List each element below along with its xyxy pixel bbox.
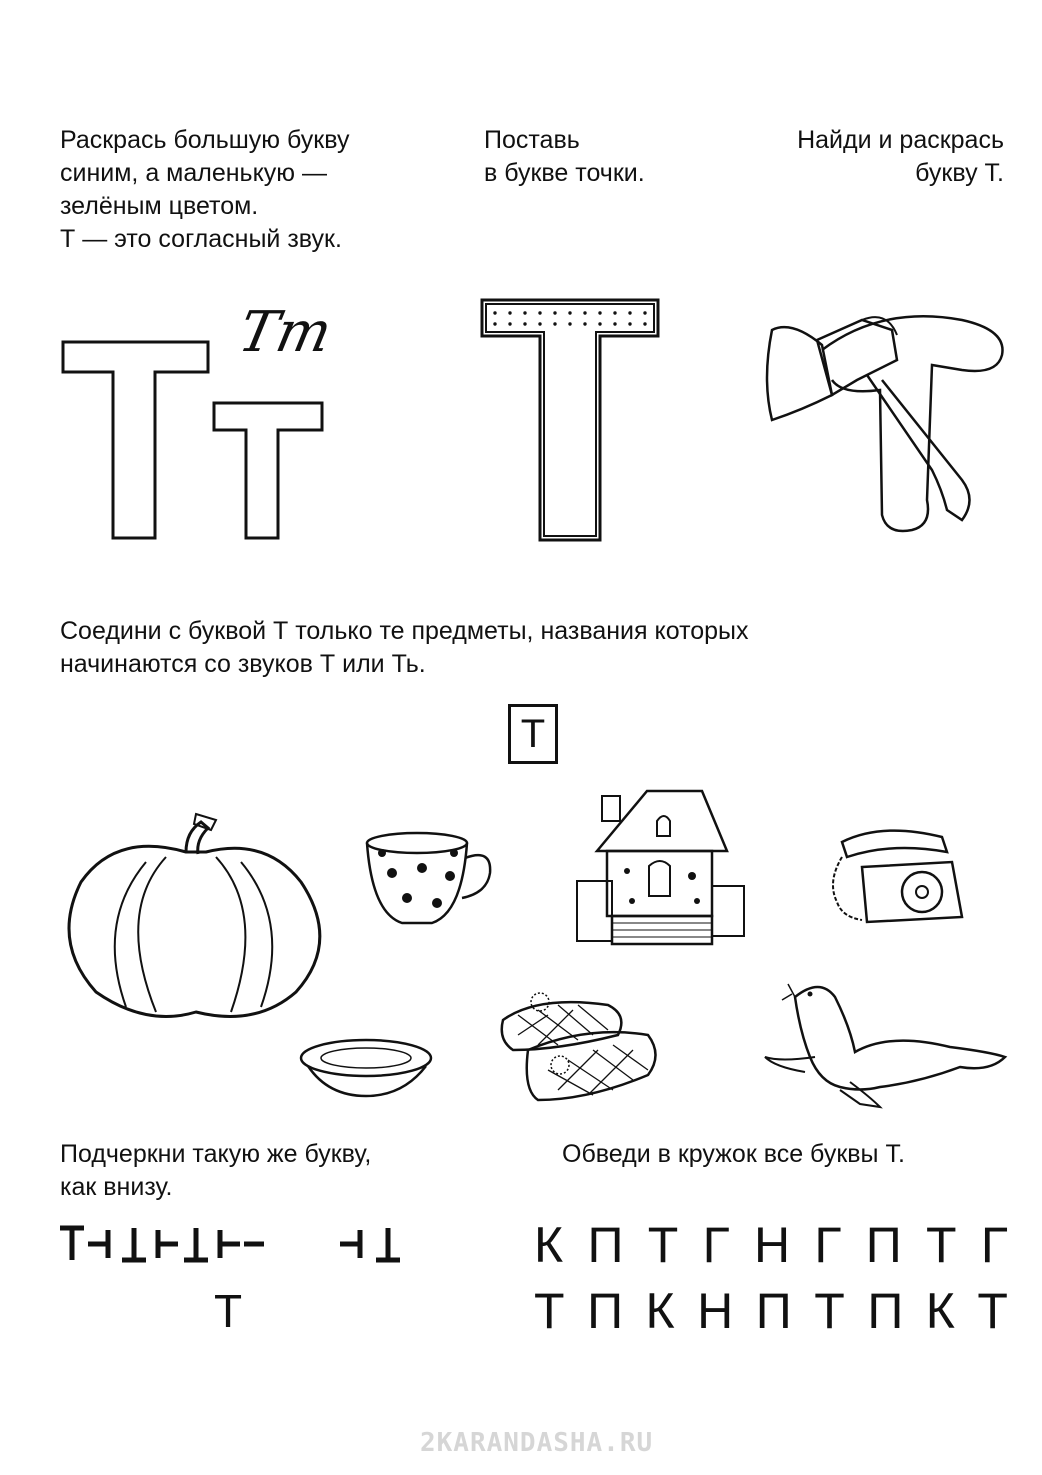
letters-row-2: [534, 1282, 1008, 1340]
letter[interactable]: П: [587, 1283, 623, 1339]
task-find-letter-text: Найди и раскрась букву Т.: [797, 126, 1004, 187]
letter[interactable]: Г: [980, 1217, 1008, 1273]
letter[interactable]: Н: [697, 1283, 734, 1339]
seal-picture[interactable]: [760, 972, 1010, 1112]
letter-box[interactable]: [508, 704, 558, 764]
letter[interactable]: К: [645, 1283, 675, 1339]
letter[interactable]: П: [755, 1283, 792, 1339]
task-connect-text: Соедини с буквой Т только те предметы, названия которых начинаются со звуков Т или Ть.: [60, 617, 749, 678]
rotated-t-letters-row[interactable]: [58, 1224, 418, 1264]
letter[interactable]: К: [534, 1217, 564, 1273]
house-picture[interactable]: [572, 786, 752, 946]
letter[interactable]: Т: [977, 1283, 1008, 1339]
task-circle-text: Обведи в кружок все буквы Т.: [562, 1140, 905, 1168]
letter[interactable]: Т: [647, 1217, 679, 1273]
letter[interactable]: Т: [534, 1283, 565, 1339]
cup-picture[interactable]: [362, 828, 502, 938]
letter[interactable]: Г: [814, 1217, 842, 1273]
letter[interactable]: П: [867, 1283, 904, 1339]
letter[interactable]: Т: [926, 1217, 957, 1273]
sample-letter: Т: [214, 1285, 243, 1337]
letter[interactable]: Т: [814, 1283, 845, 1339]
slippers-picture[interactable]: [498, 990, 668, 1110]
letters-row-1: [534, 1216, 1008, 1274]
task-put-dots-text: Поставь в букве точки.: [484, 126, 645, 187]
task-color-letters-text: Раскрась большую букву синим, а маленькую — зелёным цветом. Т — это согласный звук.: [60, 126, 350, 253]
watermark: 2KARANDASHA.RU: [420, 1428, 654, 1458]
telephone-picture[interactable]: [822, 822, 972, 932]
letter[interactable]: Г: [702, 1217, 730, 1273]
cursive-letters: Тт: [233, 300, 338, 365]
saucer-picture[interactable]: [298, 1036, 438, 1106]
task-underline-text: Подчеркни такую же букву, как внизу.: [60, 1140, 372, 1201]
letter-box-letter: Т: [520, 711, 546, 756]
letter[interactable]: П: [865, 1217, 902, 1273]
axe-picture: [762, 300, 1022, 540]
pumpkin-picture[interactable]: [56, 812, 326, 1022]
letter[interactable]: Н: [753, 1217, 791, 1273]
letter[interactable]: К: [925, 1283, 955, 1339]
letter[interactable]: П: [587, 1217, 624, 1273]
